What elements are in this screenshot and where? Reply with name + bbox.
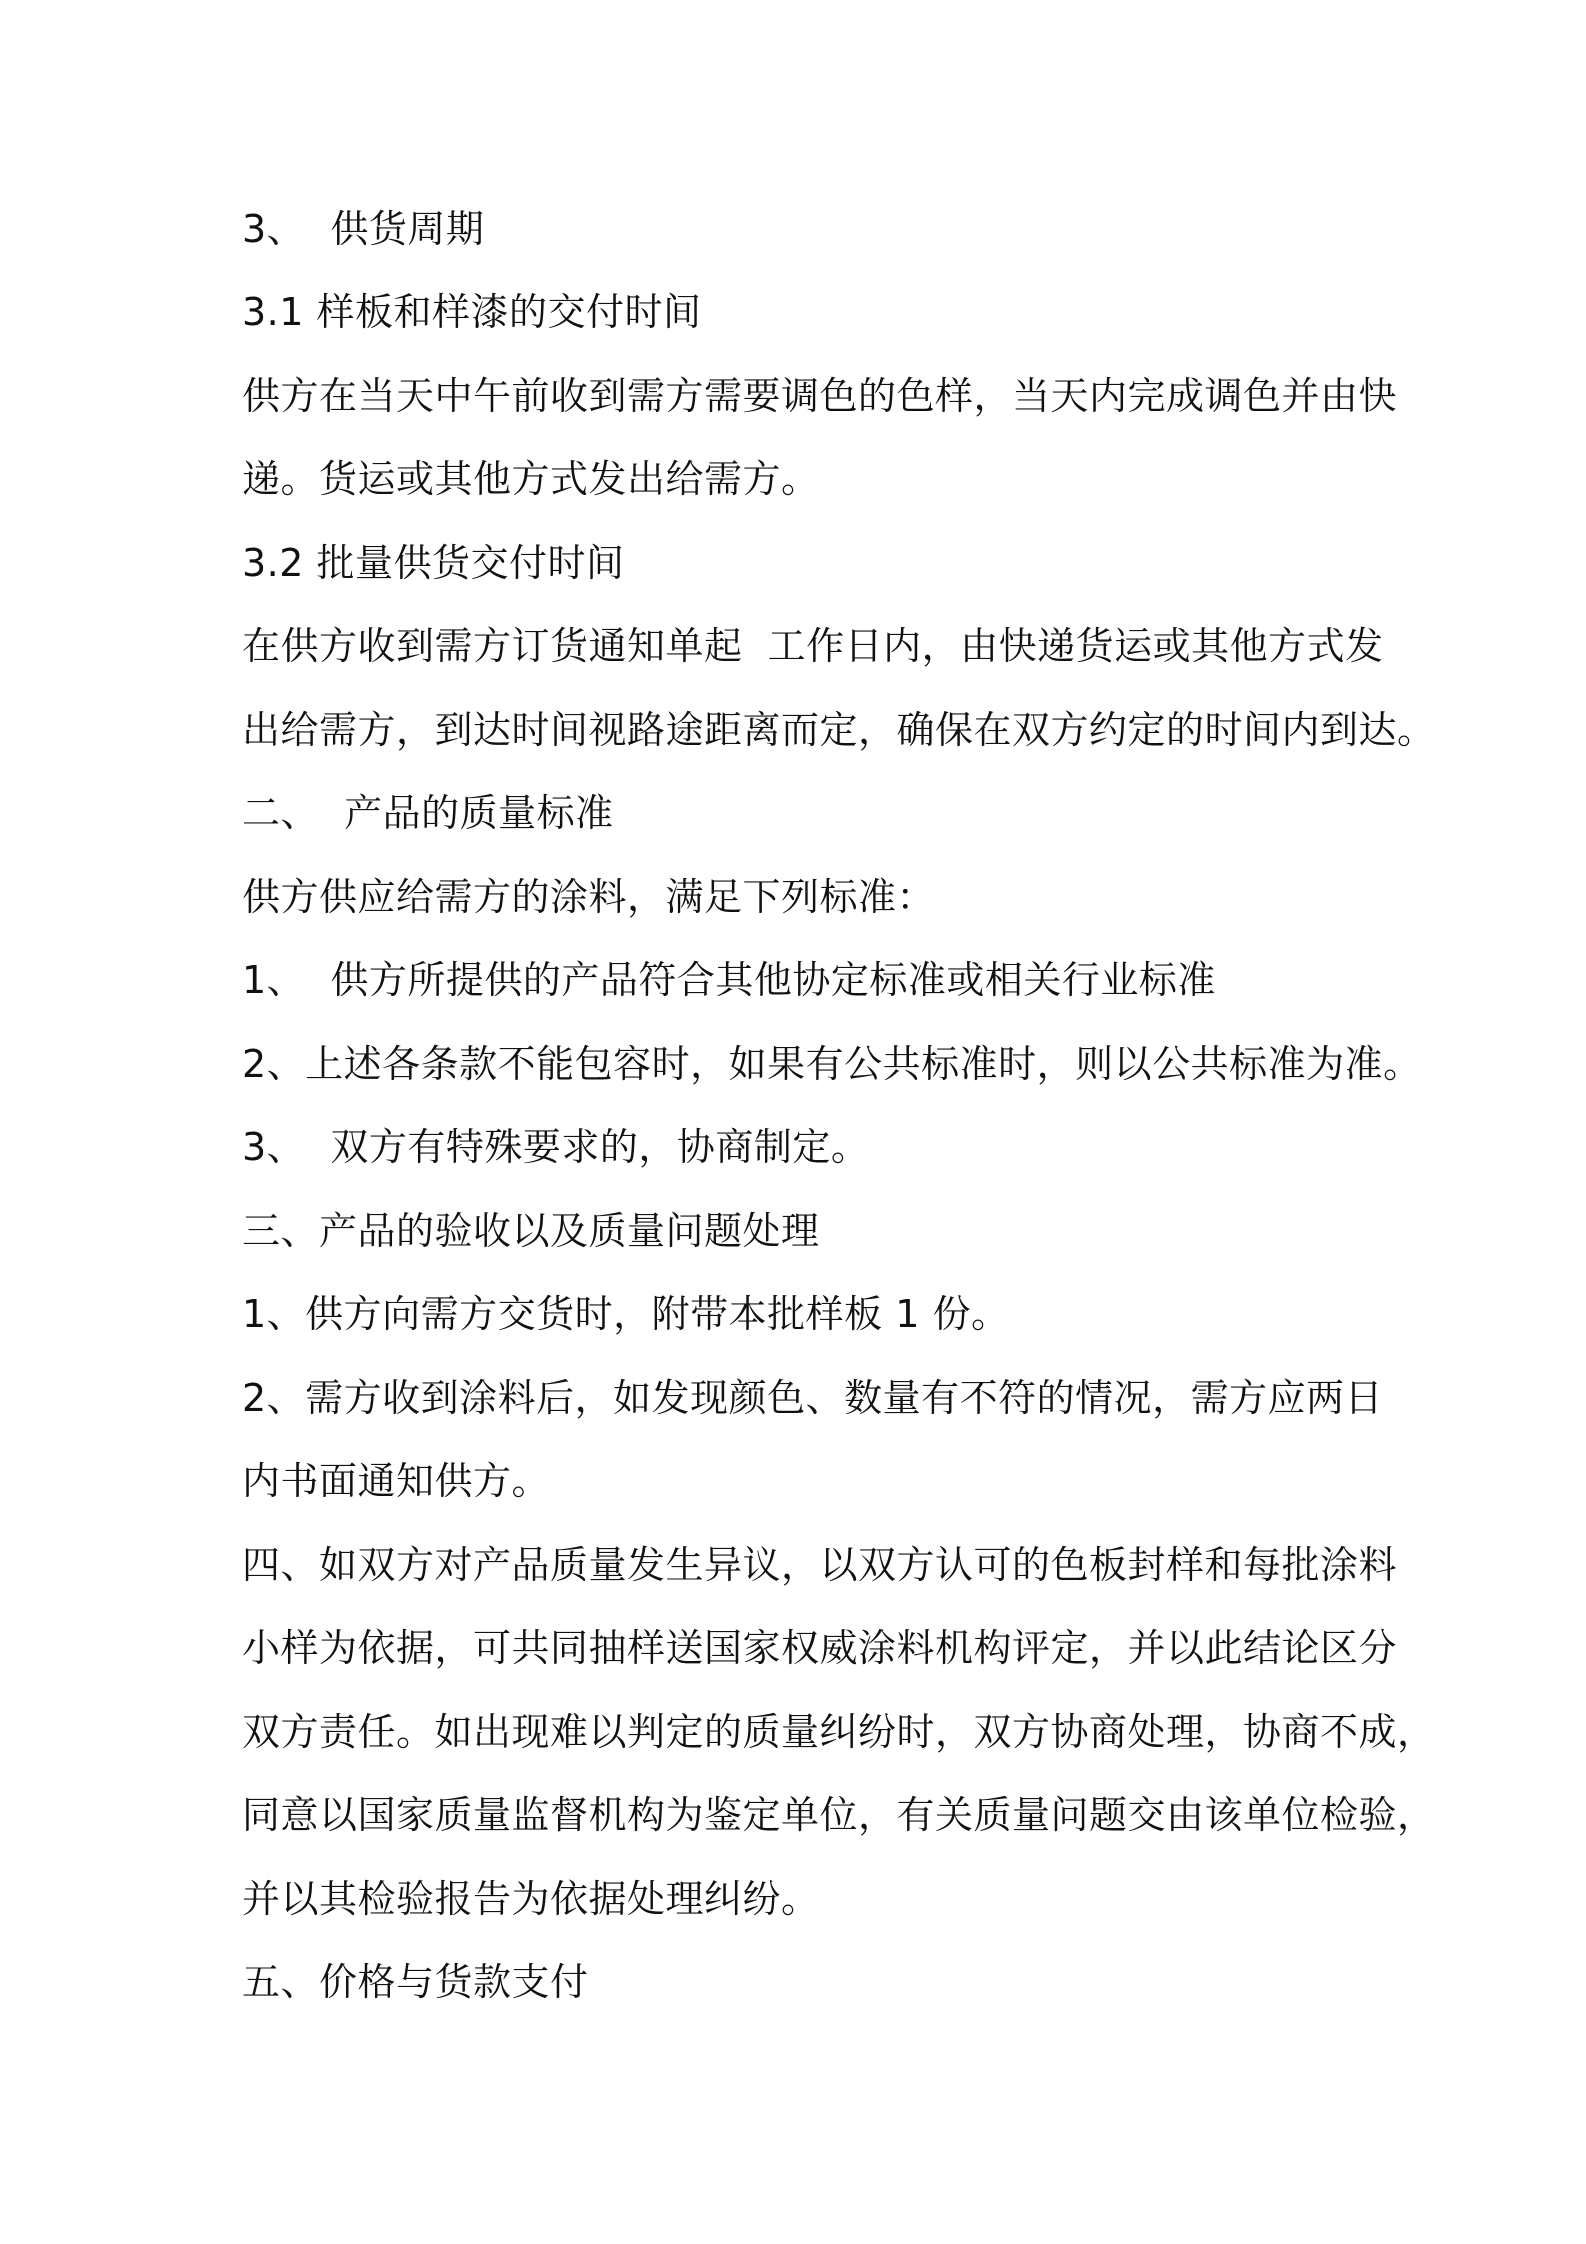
list-item: 2、需方收到涂料后，如发现颜色、数量有不符的情况，需方应两日 — [242, 1376, 1384, 1420]
subheading-sample-delivery: 3.1 样板和样漆的交付时间 — [242, 290, 702, 334]
paragraph-line: 四、如双方对产品质量发生异议，以双方认可的色板封样和每批涂料 — [242, 1543, 1398, 1587]
section-heading-quality-standard: 二、 产品的质量标准 — [242, 791, 614, 835]
list-item: 3、 双方有特殊要求的，协商制定。 — [242, 1125, 870, 1169]
paragraph-line: 出给需方，到达时间视路途距离而定，确保在双方约定的时间内到达。 — [242, 708, 1436, 752]
paragraph-line: 并以其检验报告为依据处理纠纷。 — [242, 1877, 820, 1921]
section-heading-acceptance: 三、产品的验收以及质量问题处理 — [242, 1209, 820, 1253]
section-heading-price-payment: 五、价格与货款支付 — [242, 1960, 589, 2004]
paragraph-line: 在供方收到需方订货通知单起 工作日内，由快递货运或其他方式发 — [242, 624, 1384, 668]
paragraph-line: 递。货运或其他方式发出给需方。 — [242, 457, 820, 501]
subheading-batch-delivery: 3.2 批量供货交付时间 — [242, 541, 625, 585]
paragraph-line: 同意以国家质量监督机构为鉴定单位，有关质量问题交由该单位检验， — [242, 1793, 1436, 1837]
section-heading-supply-cycle: 3、 供货周期 — [242, 207, 485, 251]
paragraph-line: 供方在当天中午前收到需方需要调色的色样，当天内完成调色并由快 — [242, 374, 1398, 418]
list-item: 1、供方向需方交货时，附带本批样板 1 份。 — [242, 1292, 1010, 1336]
paragraph-line: 小样为依据，可共同抽样送国家权威涂料机构评定，并以此结论区分 — [242, 1626, 1398, 1670]
paragraph-line: 供方供应给需方的涂料，满足下列标准： — [242, 875, 936, 919]
paragraph-line: 双方责任。如出现难以判定的质量纠纷时，双方协商处理，协商不成， — [242, 1710, 1436, 1754]
list-item: 2、上述各条款不能包容时，如果有公共标准时，则以公共标准为准。 — [242, 1042, 1422, 1086]
list-item: 1、 供方所提供的产品符合其他协定标准或相关行业标准 — [242, 958, 1216, 1002]
paragraph-line: 内书面通知供方。 — [242, 1459, 551, 1503]
